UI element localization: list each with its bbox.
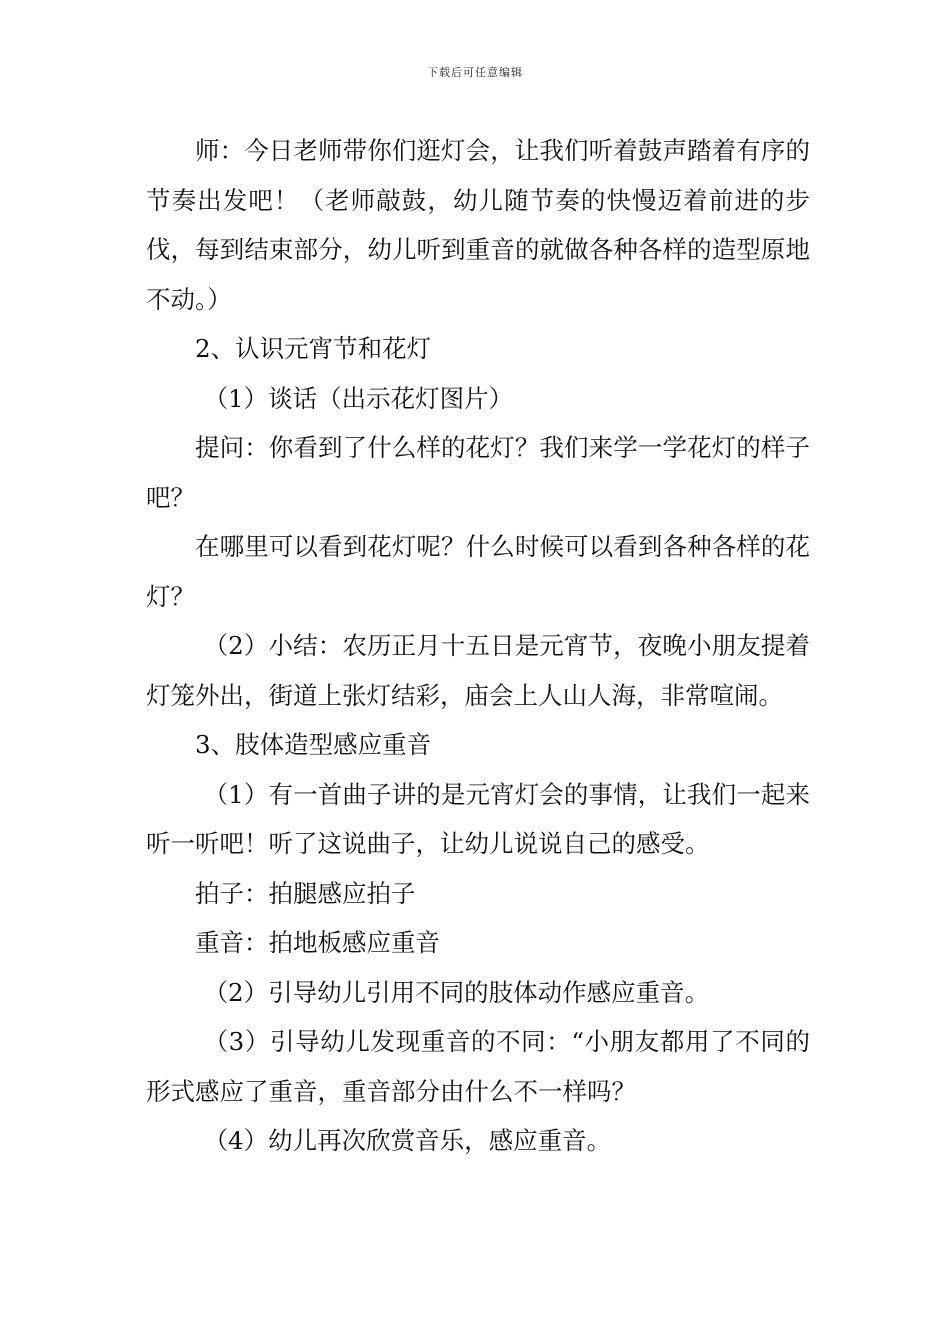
section-heading-3: 3、肢体造型感应重音	[195, 730, 432, 759]
document-body	[146, 126, 810, 1166]
paragraph-accent: 重音：拍地板感应重音	[195, 928, 440, 957]
page-header-note: 下载后可任意编辑	[427, 66, 523, 79]
paragraph-enjoy-again: （4）幼儿再次欣赏音乐，感应重音。	[203, 1126, 612, 1155]
paragraph-beat: 拍子：拍腿感应拍子	[195, 878, 416, 908]
paragraph-talk: （1）谈话（出示花灯图片）	[203, 383, 514, 413]
section-heading-2: 2、认识元宵节和花灯	[195, 334, 432, 363]
paragraph-summary: （2）小结：农历正月十五日是元宵节，夜晚小朋友提着灯笼外出，街道上张灯结彩，庙会上人山人海，非常喧闹。	[146, 631, 810, 710]
paragraph-guide-2: （3）引导幼儿发现重音的不同：“小朋友都用了不同的形式感应了重音，重音部分由什么不一样吗？	[146, 1027, 810, 1106]
paragraph-question-2: 在哪里可以看到花灯呢？什么时候可以看到各种各样的花灯？	[146, 532, 810, 611]
paragraph-listen: （1）有一首曲子讲的是元宵灯会的事情，让我们一起来听一听吧！听了这说曲子，让幼儿说说自己的感受。	[146, 779, 810, 858]
paragraph-question-1: 提问：你看到了什么样的花灯？我们来学一学花灯的样子吧？	[146, 433, 810, 512]
paragraph-guide-1: （2）引导幼儿引用不同的肢体动作感应重音。	[203, 977, 710, 1007]
paragraph-teacher-intro: 师：今日老师带你们逛灯会，让我们听着鼓声踏着有序的节奏出发吧！（老师敲鼓，幼儿随节奏的快慢迈着前进的步伐，每到结束部分，幼儿听到重音的就做各种各样的造型原地不动。）	[146, 136, 810, 314]
